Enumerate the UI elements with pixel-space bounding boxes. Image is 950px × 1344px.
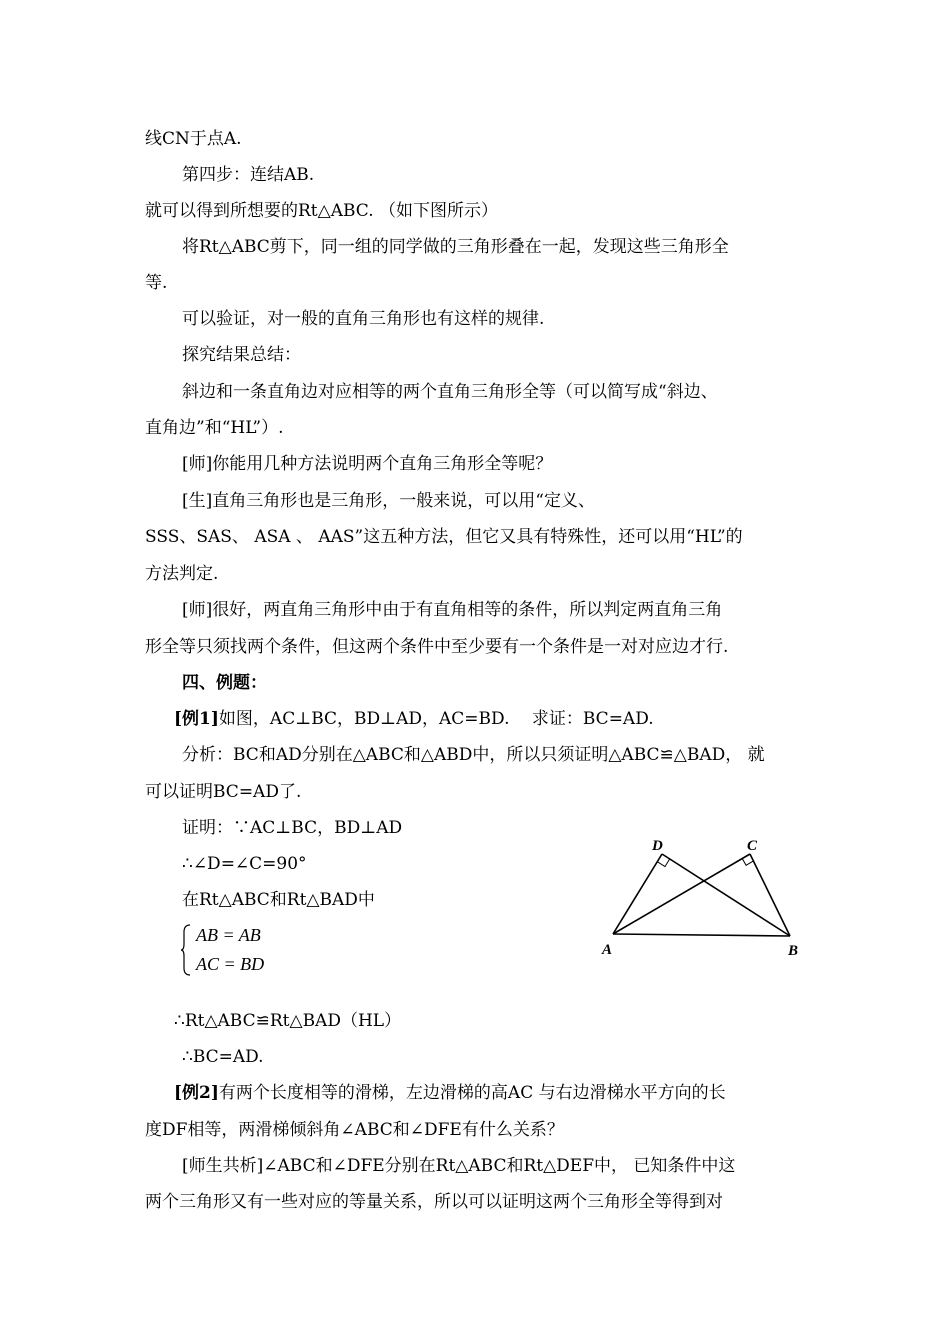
- equation-line: AC = BD: [196, 954, 265, 974]
- section-heading: 四、例题：: [182, 673, 267, 693]
- example-1-tag: [例1]: [174, 709, 219, 729]
- text-line: ∴BC=AD.: [182, 1047, 264, 1067]
- text-line: 直角边”和“HL”）.: [145, 418, 284, 438]
- text-line: 等.: [145, 273, 168, 293]
- segment-ad: [613, 854, 662, 934]
- text-line: 可以验证，对一般的直角三角形也有这样的规律.: [182, 309, 545, 329]
- triangle-figure: [598, 832, 810, 962]
- text-line: 有两个长度相等的滑梯，左边滑梯的高AC 与右边滑梯水平方向的长: [218, 1083, 726, 1103]
- equation-line: AB = AB: [196, 925, 261, 945]
- text-line: 证明：∵AC⊥BC，BD⊥AD: [182, 818, 403, 838]
- text-line: 方法判定.: [145, 564, 219, 584]
- text-line: [师生共析]∠ABC和∠DFE分别在Rt△ABC和Rt△DEF中， 已知条件中这: [182, 1156, 736, 1176]
- text-line: 斜边和一条直角边对应相等的两个直角三角形全等（可以简写成“斜边、: [182, 382, 718, 402]
- example-2-tag: [例2]: [174, 1083, 219, 1103]
- segment-ab: [613, 934, 790, 936]
- text-line: ∴∠D=∠C=90°: [182, 854, 307, 874]
- text-line: 可以证明BC=AD了.: [145, 782, 302, 802]
- text-line: 第四步：连结AB.: [182, 165, 315, 185]
- text-line: 形全等只须找两个条件，但这两个条件中至少要有一个条件是一对对应边才行.: [145, 637, 729, 657]
- text-line: ∴Rt△ABC≌Rt△BAD（HL）: [174, 1011, 402, 1031]
- text-line: [师]很好，两直角三角形中由于有直角相等的条件，所以判定两直角三角: [182, 600, 723, 620]
- text-line: SSS、SAS、 ASA 、 AAS”这五种方法，但它又具有特殊性，还可以用“HL”的: [145, 527, 743, 547]
- text-line: 如图，AC⊥BC，BD⊥AD，AC=BD. 求证：BC=AD.: [218, 709, 654, 729]
- text-line: 分析：BC和AD分别在△ABC和△ABD中，所以只须证明△ABC≌△BAD， 就: [182, 745, 765, 765]
- text-line: [生]直角三角形也是三角形，一般来说，可以用“定义、: [182, 491, 595, 511]
- label-a: A: [602, 942, 613, 958]
- text-line: 就可以得到所想要的Rt△ABC. （如下图所示）: [145, 201, 498, 221]
- system-brace: [181, 924, 191, 976]
- text-line: [师]你能用几种方法说明两个直角三角形全等呢？: [182, 454, 553, 474]
- text-line: 在Rt△ABC和Rt△BAD中: [182, 890, 375, 910]
- label-d: D: [652, 838, 663, 854]
- example-1-statement: [174, 707, 654, 731]
- text-line: 探究结果总结：: [182, 345, 301, 365]
- text-line: 度DF相等，两滑梯倾斜角∠ABC和∠DFE有什么关系？: [145, 1120, 564, 1140]
- text-line: 线CN于点A.: [145, 129, 242, 149]
- example-2-statement: [174, 1081, 726, 1105]
- label-b: B: [788, 943, 799, 959]
- text-line: 将Rt△ABC剪下，同一组的同学做的三角形叠在一起，发现这些三角形全: [182, 237, 729, 257]
- text-line: 两个三角形又有一些对应的等量关系，所以可以证明这两个三角形全等得到对: [145, 1192, 723, 1212]
- label-c: C: [747, 838, 758, 854]
